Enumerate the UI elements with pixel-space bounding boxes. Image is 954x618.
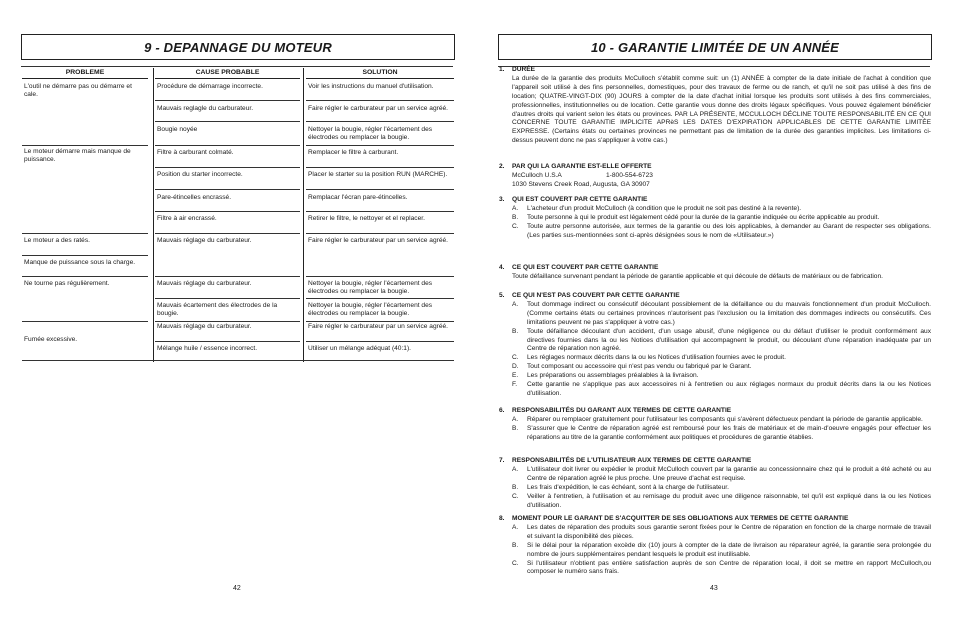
section-10-title: 10 - GARANTIE LIMITÉE DE UN ANNÉE — [498, 34, 932, 60]
warranty-section-6 — [499, 407, 931, 443]
item-text: Si l'utilisateur n'obtient pas entière satisfaction auprès de son Centre de réparation local, il doit se mettre en rapport McCulloch,ou composer le numéro sans frais. — [527, 559, 931, 576]
cause-cell: Filtre à air encrassé. — [157, 215, 217, 222]
problem-cell: Manque de puissance sous la charge. — [24, 259, 136, 266]
solution-cell: Faire régler le carburateur par un service agréé. — [308, 323, 449, 330]
list-item — [499, 466, 931, 484]
list-item — [499, 381, 931, 399]
page-number: 43 — [710, 585, 718, 592]
row-divider — [155, 233, 300, 234]
list-item — [499, 524, 931, 542]
item-text: Veiller à l'entretien, à l'utilisation et au remisage du produit avec une diligence raisonnable, tel qu'il est expliqué dans la ou les Notices d'utilisation. — [527, 492, 931, 509]
row-divider — [155, 276, 300, 277]
problem-cell: Le moteur a des ratés. — [24, 237, 90, 244]
row-divider — [306, 276, 454, 277]
row-divider — [22, 145, 148, 146]
row-divider — [306, 167, 454, 168]
section-title: QUI EST COUVERT PAR CETTE GARANTIE — [512, 196, 648, 203]
problem-cell: Fumée excessive. — [24, 336, 78, 343]
problem-cell: Le moteur démarre mais manque de puissance. — [24, 148, 131, 164]
section-title: MOMENT POUR LE GARANT DE S'ACQUITTER DE SES OBLIGATIONS AUX TERMES DE CETTE GARANTIE — [512, 515, 849, 522]
item-text: Réparer ou remplacer gratuitement pour l'utilisateur les composants qui s'avèrent défectueux pendant la période de garantie applicable. — [527, 415, 923, 423]
column-header-probleme: PROBLEME — [22, 68, 148, 79]
section-number: 5. — [499, 292, 505, 299]
item-text: Les frais d'expédition, le cas échéant, sont à la charge de l'utilisateur. — [527, 483, 729, 491]
list-item — [499, 223, 931, 241]
column-divider — [303, 68, 304, 362]
item-letter: C. — [512, 559, 519, 567]
cause-cell: Position du starter incorrecte. — [157, 171, 243, 178]
solution-cell: Remplacar l'écran pare-étincelles. — [308, 194, 408, 201]
warranty-section-1 — [499, 66, 931, 146]
row-divider — [155, 167, 300, 168]
item-letter: A. — [512, 523, 519, 531]
row-divider — [155, 298, 300, 299]
cause-column — [155, 68, 300, 362]
section-title: DURÉE — [512, 66, 536, 73]
list-item — [499, 416, 931, 425]
item-text: Tout composant ou accessoire qui n'est pas vendu ou fabriqué par le Garant. — [527, 363, 752, 371]
warranty-section-5 — [499, 292, 931, 399]
item-text: Tout dommage indirect ou consécutif découlant possiblement de la défaillance ou du mauvais fonctionnement d'un produit McCulloch. (Comme certains états ou certaines provinces n'autorisent pas l'exclusion ou la limitation des dommages indirects ou consécutifs. Ces limitations peuvent ne pas s'appliquer à votre cas.) — [527, 300, 931, 326]
section-9-title: 9 - DEPANNAGE DU MOTEUR — [21, 34, 455, 60]
item-letter: B. — [512, 424, 519, 432]
item-text: Les préparations ou assemblages préalables à la livraison. — [527, 372, 699, 380]
list-item — [499, 560, 931, 578]
header-underline — [21, 66, 453, 67]
row-divider — [155, 341, 300, 342]
row-divider — [155, 321, 300, 322]
item-letter: B. — [512, 213, 519, 221]
item-letter: B. — [512, 483, 519, 491]
row-divider — [306, 341, 454, 342]
row-divider — [155, 145, 300, 146]
item-letter: A. — [512, 415, 519, 423]
row-divider — [306, 321, 454, 322]
section-heading — [499, 457, 931, 466]
section-heading — [499, 515, 931, 524]
troubleshooting-table — [22, 68, 454, 362]
item-text: Cette garantie ne s'applique pas aux accessoires ni à l'entretien ou aux réglages normaux du produit décrits dans la ou les Notices d'utilisation. — [527, 381, 931, 397]
row-divider — [155, 121, 300, 122]
cause-cell: Mélange huile / essence incorrect. — [157, 345, 258, 352]
item-letter: A. — [512, 300, 519, 308]
cause-cell: Mauvais réglage du carburateur. — [157, 323, 252, 330]
list-item — [499, 425, 931, 443]
item-text: S'assurer que le Centre de réparation agréé est remboursé pour les frais de matériaux et de main-d'oeuvre engagés pour effectuer les réparations au titre de la garantie conformément aux politiques et procédures de garantie établies. — [527, 424, 931, 441]
section-number: 2. — [499, 163, 505, 170]
cause-cell: Mauvais réglage du carburateur. — [157, 237, 252, 244]
section-heading — [499, 292, 931, 301]
item-letter: C. — [512, 492, 519, 500]
row-divider — [306, 211, 454, 212]
item-letter: D. — [512, 363, 519, 371]
solution-column — [306, 68, 454, 362]
table-bottom-rule — [22, 360, 454, 361]
problem-cell: Ne tourne pas régulièrement. — [24, 280, 110, 287]
solution-cell: Nettoyer la bougie, régler l'écartement des électrodes ou remplacer la bougie. — [308, 280, 433, 296]
section-title: RESPONSABILITÉS DU GARANT AUX TERMES DE CETTE GARANTIE — [512, 407, 732, 414]
section-body: Toute défaillance survenant pendant la période de garantie applicable et qui découle de défauts de matériaux ou de fabrication. — [512, 272, 883, 280]
list-item — [499, 542, 931, 560]
item-text: Toute personne à qui le produit est légalement cédé pour la durée de la garantie indiquée ou écrite applicable au produit. — [527, 213, 880, 221]
item-letter: B. — [512, 541, 519, 549]
list-item — [499, 328, 931, 355]
page-number: 42 — [233, 585, 241, 592]
list-item — [499, 363, 931, 372]
problem-cell: L'outil ne démarre pas ou démarre et cale. — [24, 83, 132, 99]
item-letter: A. — [512, 465, 519, 473]
row-divider — [306, 121, 454, 122]
solution-cell: Utiliser un mélange adéquat (40:1). — [308, 345, 411, 352]
item-letter: C. — [512, 354, 519, 362]
section-title: RESPONSABILITÉS DE L'UTILISATEUR AUX TERMES DE CETTE GARANTIE — [512, 457, 752, 464]
solution-cell: Nettoyer la bougie, régler l'écartement des électrodes ou remplacer la bougie. — [308, 126, 433, 142]
row-divider — [155, 189, 300, 190]
row-divider — [22, 233, 148, 234]
section-heading — [499, 66, 931, 75]
section-number: 1. — [499, 66, 505, 73]
item-text: Toute autre personne autorisée, aux termes de la garantie ou des lois applicables, à demander au Garant de respecter ses obligations. (Les parties sus-mentionnées sont ci-après désignées sous le nom de «Utilisateur.») — [527, 222, 931, 239]
cause-cell: Filtre à carburant colmaté. — [157, 149, 234, 156]
list-item — [499, 354, 931, 363]
list-item — [499, 493, 931, 511]
item-text: Si le délai pour la réparation excède dix (10) jours à compter de la date de livraison au réparateur agréé, la garantie sera prolongée du nombre de jours supplémentaires pendant lesquels le produit est inutilisable. — [527, 541, 931, 558]
cause-cell: Mauvais écartement des électrodes de la bougie. — [157, 302, 278, 318]
solution-cell: Nettoyer la bougie, régler l'écartement des électrodes ou remplacer la bougie. — [308, 302, 433, 318]
row-divider — [306, 233, 454, 234]
section-heading — [499, 196, 931, 205]
item-text: L'utilisateur doit livrer ou expédier le produit McCulloch couvert par la garantie au concessionnaire chez qui le produit a été acheté ou au Centre de réparation agréé le plus proche. Une preuve d'achat est requise. — [527, 465, 931, 482]
solution-cell: Voir les instructions du manuel d'utilisation. — [308, 83, 434, 90]
solution-cell: Remplacer le filtre à carburant. — [308, 149, 399, 156]
cause-cell: Mauvais reglagle du carburateur. — [157, 105, 254, 112]
row-divider — [155, 100, 300, 101]
solution-cell: Faire régler le carburateur par un service agréé. — [308, 237, 449, 244]
warranty-section-7 — [499, 457, 931, 510]
item-text: L'acheteur d'un produit McCulloch (à condition que le produit ne soit pas destiné à la revente). — [527, 204, 802, 212]
section-heading — [499, 407, 931, 416]
item-text: Les réglages normaux décrits dans la ou les Notices d'utilisation fournies avec le produit. — [527, 354, 786, 362]
row-divider — [306, 298, 454, 299]
section-number: 7. — [499, 457, 505, 464]
cause-cell: Procédure de démarrage incorrecte. — [157, 83, 263, 90]
warranty-section-2 — [499, 163, 931, 190]
item-letter: C. — [512, 222, 519, 230]
company-address: 1030 Stevens Creek Road, Augusta, GA 30907 — [512, 180, 650, 188]
item-letter: A. — [512, 204, 519, 212]
contact-line — [499, 172, 931, 181]
section-heading — [499, 163, 931, 172]
phone-number: 1-800-554-6723 — [606, 171, 653, 179]
row-divider — [306, 145, 454, 146]
row-divider — [155, 211, 300, 212]
section-number: 8. — [499, 515, 505, 522]
item-text: Toute défaillance découlant d'un accident, d'un usage abusif, d'une négligence ou du défaut d'utiliser le produit conformément aux directives fournies dans la ou les Notices d'utilisation qui accompagnent le produit, ou découlant d'une réparation inadéquate par un Centre de réparation non agréé. — [527, 327, 931, 353]
item-letter: E. — [512, 372, 519, 380]
section-title: PAR QUI LA GARANTIE EST-ELLE OFFERTE — [512, 163, 652, 170]
row-divider — [22, 255, 148, 256]
item-text: Les dates de réparation des produits sous garantie seront fixées pour le Centre de réparation en fonction de la charge normale de travail et suivant la disponibilité des pièces. — [527, 523, 931, 540]
company-name: McCulloch U.S.A — [512, 171, 562, 179]
column-header-solution: SOLUTION — [306, 68, 454, 79]
column-divider — [153, 68, 154, 362]
item-letter: B. — [512, 327, 519, 335]
list-item — [499, 214, 931, 223]
warranty-section-3 — [499, 196, 931, 241]
list-item — [499, 484, 931, 493]
row-divider — [306, 100, 454, 101]
cause-cell: Bougie noyée — [157, 126, 198, 133]
solution-cell: Placer le starter su la position RUN (MARCHE). — [308, 171, 448, 178]
solution-cell: Retirer le filtre, le nettoyer et el replacer. — [308, 215, 425, 222]
row-divider — [22, 276, 148, 277]
row-divider — [306, 189, 454, 190]
cause-cell: Pare-étincelles encrassé. — [157, 194, 232, 201]
section-heading — [499, 264, 931, 273]
section-title: CE QUI N'EST PAS COUVERT PAR CETTE GARANTIE — [512, 292, 680, 299]
list-item — [499, 372, 931, 381]
section-number: 6. — [499, 407, 505, 414]
column-header-cause: CAUSE PROBABLE — [155, 68, 300, 79]
section-body: La durée de la garantie des produits McCulloch s'établit comme suit: un (1) ANNÉE à compter de la date initiale de l'achat à condition que l'appareil soit utilisé à des fins personnelles, domestiques, pour des travaux de ferme ou de ranch, et qu'il ne soit pas utilisé à des fins de location; QUATRE-VINGT-DIX (90) JOURS à compter de la date d'achat initial lorsque les produits sont utilisés à des fins commerciales, professionnelles, institutionnelles ou de location. Cette garantie vous donne des droits légaux spécifiques. Vous pouvez également bénéficier d'autres droits qui varient selon les états ou provinces. PAR LA PRÉSENTE, MCCULLOCH DÉCLINE TOUTE RESPONSABILITÉ EN CE QUI CONCERNE TOUTE GARANTIE IMPLICITE APRèS LES DATES D'EXPIRATION APPLICABLES DE CETTE GARANTIE LIMITÉE EXPRESSE. (Certains états ou certaines provinces ne permettant pas de limitation de la durée des garanties implicites. Les limitations ci-dessus peuvent donc ne pas s'appliquer à votre cas.) — [512, 74, 931, 145]
section-title: CE QUI EST COUVERT PAR CETTE GARANTIE — [512, 264, 659, 271]
solution-cell: Faire régler le carburateur par un service agréé. — [308, 105, 449, 112]
warranty-section-8 — [499, 515, 931, 577]
problem-column — [22, 68, 148, 362]
item-letter: F. — [512, 381, 518, 389]
cause-cell: Mauvais réglage du carburateur. — [157, 280, 252, 287]
list-item — [499, 205, 931, 214]
section-number: 4. — [499, 264, 505, 271]
warranty-section-4 — [499, 264, 931, 282]
list-item — [499, 301, 931, 328]
section-number: 3. — [499, 196, 505, 203]
row-divider — [22, 321, 148, 322]
